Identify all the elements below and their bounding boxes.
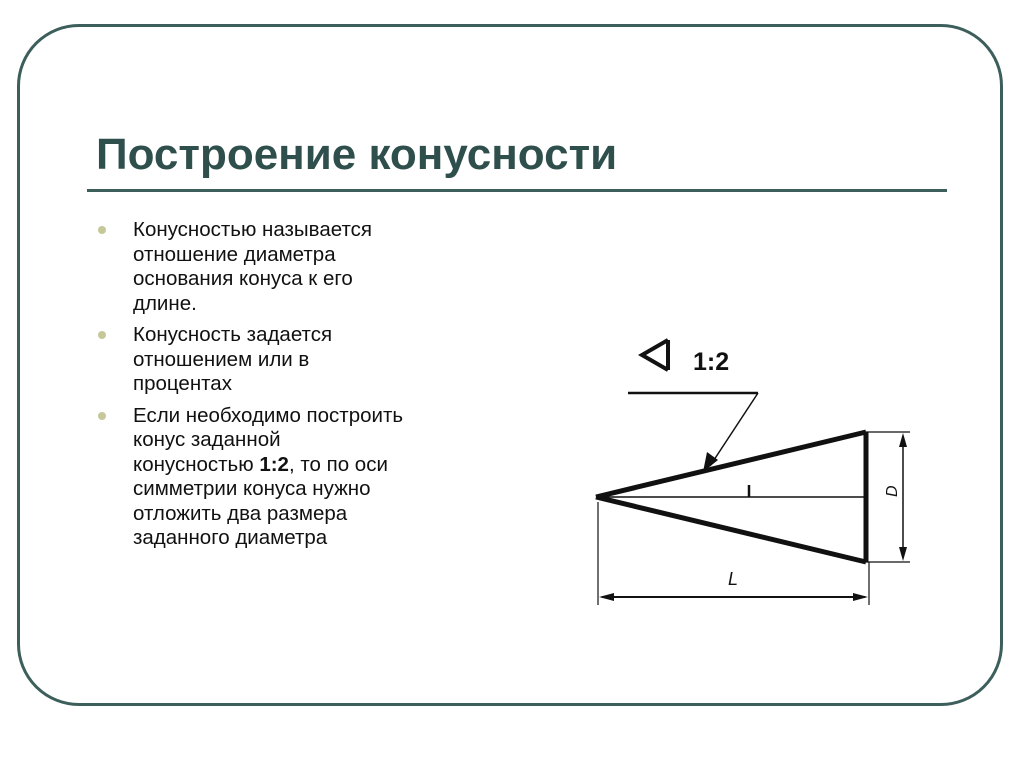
bullet-text-after: , то по оси симметрии конуса нужно отложить два размера заданного диаметра [133, 452, 388, 549]
taper-symbol-icon [642, 340, 668, 370]
bullet-list [96, 218, 406, 558]
cone-taper-diagram [560, 320, 920, 630]
cone-lower-edge [596, 497, 866, 562]
bullet-item-definition [96, 218, 406, 316]
diameter-arrow-bottom-icon [899, 547, 907, 561]
bullet-text: Конусность задается отношением или в процентах [133, 323, 333, 395]
bullet-item-specification [96, 323, 406, 397]
bullet-text: Конусностью называется отношение диаметра основания конуса к его длине. [133, 218, 372, 315]
length-arrow-right-icon [853, 593, 868, 601]
slide-title: Построение конусности [96, 130, 618, 179]
diameter-arrow-top-icon [899, 433, 907, 447]
bullet-item-construction [96, 404, 406, 551]
bullet-text-before: Если необходимо построить конус заданной конусностью [133, 403, 404, 476]
length-arrow-left-icon [599, 593, 614, 601]
diameter-label: D [884, 485, 901, 497]
bullet-text-ratio: 1:2 [259, 452, 289, 476]
taper-ratio-label: 1:2 [693, 348, 730, 376]
leader-line [710, 393, 758, 466]
length-label: L [728, 569, 739, 589]
bullet-dot-icon [98, 412, 106, 420]
title-underline [87, 189, 947, 192]
bullet-dot-icon [98, 226, 106, 234]
cone-upper-edge [596, 432, 866, 497]
bullet-dot-icon [98, 331, 106, 339]
